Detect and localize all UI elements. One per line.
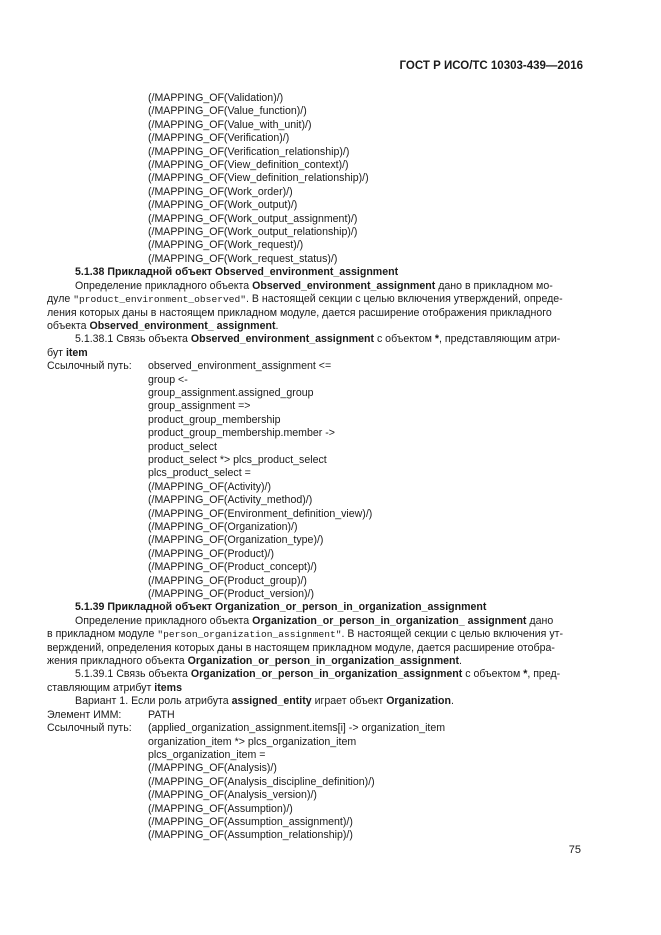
code-line: (/MAPPING_OF(Product_concept)/) xyxy=(148,561,317,574)
reference-path-label: Ссылочный путь: xyxy=(47,360,132,373)
code-line: (/MAPPING_OF(Analysis_version)/) xyxy=(148,789,317,802)
code-line: (/MAPPING_OF(Work_order)/) xyxy=(148,185,293,198)
code-line: product_group_membership.member -> xyxy=(148,427,335,440)
code-line: (/MAPPING_OF(Work_request)/) xyxy=(148,239,304,252)
code-line: (/MAPPING_OF(Product)/) xyxy=(148,547,274,560)
code-line: (/MAPPING_OF(Work_output_relationship)/) xyxy=(148,226,358,239)
code-line: plcs_organization_item = xyxy=(148,748,266,761)
section-5-1-38-heading: 5.1.38 Прикладной объект Observed_environment_assignment xyxy=(75,266,399,279)
code-line: (/MAPPING_OF(Activity_method)/) xyxy=(148,494,313,507)
code-line: (/MAPPING_OF(Value_function)/) xyxy=(148,105,307,118)
section-5-1-38-paragraph: Определение прикладного объекта Observed_environment_assignment дано в прикладном мо- дуле "product_environment_observed". В настоящей секции с целью включения утверждений, опреде- ления которых даны в настоящем прикладном модуле, дается расширение отображения прикладного объекта Observed_environment_ assignment. xyxy=(47,279,563,332)
section-5-1-39-1-paragraph: 5.1.39.1 Связь объекта Organization_or_person_in_organization_assignment с объектом *, пред- ставляющим атрибут items xyxy=(47,668,561,694)
mapping-list-continued xyxy=(47,92,582,266)
page-content xyxy=(47,92,582,843)
code-line: (/MAPPING_OF(Environment_definition_view)/) xyxy=(148,507,373,520)
code-line: (/MAPPING_OF(Product_version)/) xyxy=(148,588,315,601)
code-line: (/MAPPING_OF(Product_group)/) xyxy=(148,574,307,587)
code-line: organization_item *> plcs_organization_item xyxy=(148,735,357,748)
reference-path-lines xyxy=(47,736,582,843)
code-line: (/MAPPING_OF(Validation)/) xyxy=(148,92,284,104)
code-line: (/MAPPING_OF(Verification_relationship)/) xyxy=(148,145,350,158)
code-line: (/MAPPING_OF(Activity)/) xyxy=(148,480,272,493)
code-line: (/MAPPING_OF(Work_output)/) xyxy=(148,199,298,212)
code-line: (/MAPPING_OF(Assumption)/) xyxy=(148,802,293,815)
code-line: (/MAPPING_OF(Organization_type)/) xyxy=(148,534,324,547)
code-line: (/MAPPING_OF(Analysis)/) xyxy=(148,762,277,775)
code-line: product_select xyxy=(148,440,217,453)
reference-path-row xyxy=(47,360,582,373)
page-number: 75 xyxy=(568,844,581,856)
code-line: (/MAPPING_OF(View_definition_relationship)/) xyxy=(148,172,369,185)
reference-path-lines xyxy=(47,374,582,602)
section-5-1-39-paragraph: Определение прикладного объекта Organization_or_person_in_organization_ assignment дано в прикладном модуле "person_organization_assignment". В настоящей секции с целью включения ут- верждений, определения которых даны в настоящем прикладном модуле, дается расширение отобра- жения прикладного объекта Organization_or_person_in_organization_assignment. xyxy=(47,614,563,668)
section-5-1-39-heading: 5.1.39 Прикладной объект Organization_or_person_in_organization_assignment xyxy=(75,601,487,614)
reference-path-row xyxy=(47,722,582,735)
code-line: (/MAPPING_OF(Verification)/) xyxy=(148,132,290,145)
reference-path-first: observed_environment_assignment <= xyxy=(148,360,332,373)
code-line: (/MAPPING_OF(View_definition_context)/) xyxy=(148,159,349,172)
imm-element-value: PATH xyxy=(148,708,175,721)
code-line: (/MAPPING_OF(Work_request_status)/) xyxy=(148,252,338,265)
reference-path-first: (applied_organization_assignment.items[i] -> organization_item xyxy=(148,722,446,735)
code-line: product_select *> plcs_product_select xyxy=(148,453,327,466)
code-line: (/MAPPING_OF(Work_output_assignment)/) xyxy=(148,212,358,225)
imm-element-row xyxy=(47,709,582,722)
document-header: ГОСТ Р ИСО/ТС 10303-439—2016 xyxy=(399,60,583,72)
section-5-1-38-1-paragraph: 5.1.38.1 Связь объекта Observed_environment_assignment с объектом *, представляющим атри- бут item xyxy=(47,333,561,359)
code-line: group_assignment.assigned_group xyxy=(148,386,314,399)
code-line: (/MAPPING_OF(Analysis_discipline_definition)/) xyxy=(148,775,375,788)
code-line: group <- xyxy=(148,373,188,386)
variant-line: Вариант 1. Если роль атрибута assigned_entity играет объект Organization. xyxy=(75,695,454,708)
reference-path-label: Ссылочный путь: xyxy=(47,722,132,735)
code-line: group_assignment => xyxy=(148,400,251,413)
code-line: (/MAPPING_OF(Organization)/) xyxy=(148,521,298,533)
imm-element-label: Элемент ИММ: xyxy=(47,708,122,721)
code-line: (/MAPPING_OF(Value_with_unit)/) xyxy=(148,118,312,131)
code-line: (/MAPPING_OF(Assumption_relationship)/) xyxy=(148,829,353,842)
code-line: product_group_membership xyxy=(148,413,281,426)
code-line: plcs_product_select = xyxy=(148,467,251,480)
code-line: (/MAPPING_OF(Assumption_assignment)/) xyxy=(148,815,353,828)
